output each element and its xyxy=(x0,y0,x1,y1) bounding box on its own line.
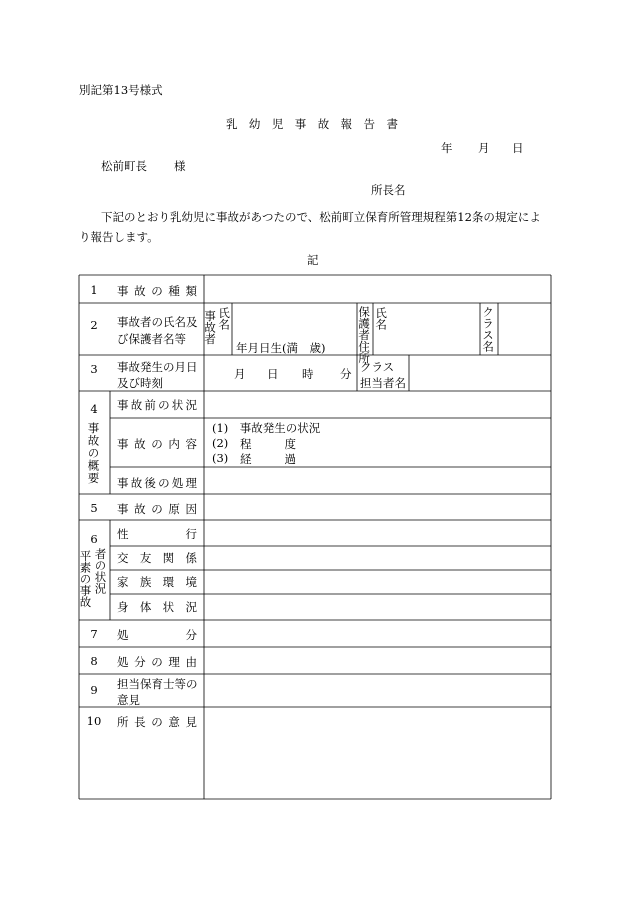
row-8-number: 8 xyxy=(90,654,98,668)
accident-person-label: 事故者 xyxy=(203,310,218,345)
principal-name-label: 所長名 xyxy=(371,183,406,197)
usual-status-vertical-label-1: 平素の事故 xyxy=(78,550,93,608)
row-2-label-line-1: 事故者の氏名及 xyxy=(117,315,198,329)
row-5-number: 5 xyxy=(90,501,98,515)
row-1-number: 1 xyxy=(90,283,98,297)
row-6-number: 6 xyxy=(90,532,98,546)
accident-summary-vertical-label: 事故の概要 xyxy=(86,422,101,485)
row-2-number: 2 xyxy=(90,318,98,332)
body-text-line-1: 下記のとおり乳幼児に事故があつたので、松前町立保育所管理規程第12条の規定によ xyxy=(101,210,541,224)
date-day: 日 xyxy=(512,141,524,155)
document-title: 乳 幼 児 事 故 報 告 書 xyxy=(226,117,398,131)
disposition-reason-label: 処 分 の 理 由 xyxy=(117,655,197,669)
after-accident-label: 事 故 後 の 処 理 xyxy=(117,476,197,490)
row-10-number: 10 xyxy=(86,714,102,728)
content-item-3-number: (3) xyxy=(212,451,229,465)
date-month: 月 xyxy=(478,141,490,155)
row-3-label-line-2: 及び時刻 xyxy=(117,376,163,390)
body-condition-label: 身 体 状 況 xyxy=(117,600,197,614)
birthday-field: 年月日生(満 歳) xyxy=(236,341,326,355)
before-accident-label: 事 故 前 の 状 況 xyxy=(117,398,197,412)
disposition-label: 処 分 xyxy=(117,628,197,642)
teacher-opinion-label-line-1: 担当保育士等の xyxy=(117,677,198,691)
addressee: 松前町長 xyxy=(101,159,147,173)
guardian-address-label: 保護者住所 xyxy=(357,306,372,364)
occurrence-minute: 分 xyxy=(340,367,352,381)
row-3-label-line-1: 事故発生の月日 xyxy=(117,360,198,374)
row-9-number: 9 xyxy=(90,683,98,697)
friends-label: 交 友 関 係 xyxy=(117,551,197,565)
class-name-label: クラス名 xyxy=(481,306,496,352)
behavior-label: 性 行 xyxy=(117,527,197,541)
accident-content-label: 事 故 の 内 容 xyxy=(117,437,197,451)
family-label: 家 族 環 境 xyxy=(117,575,197,589)
content-item-3-label: 経 過 xyxy=(240,452,296,466)
teacher-opinion-label-line-2: 意見 xyxy=(117,693,140,707)
accident-person-name-label: 氏名 xyxy=(217,307,232,330)
occurrence-day: 日 xyxy=(267,367,279,381)
occurrence-month: 月 xyxy=(234,367,246,381)
usual-status-vertical-label-2: 者の状況 xyxy=(93,548,108,594)
body-text-line-2: り報告します。 xyxy=(79,230,159,244)
row-1-label: 事 故 の 種 類 xyxy=(117,284,197,298)
addressee-honorific: 様 xyxy=(174,159,186,173)
row-4-number: 4 xyxy=(90,402,98,416)
form-number: 別記第13号様式 xyxy=(79,83,163,97)
ki-heading: 記 xyxy=(307,253,319,267)
class-teacher-label-line-1: クラス xyxy=(360,360,395,374)
row-3-number: 3 xyxy=(90,362,98,376)
principal-opinion-label: 所 長 の 意 見 xyxy=(117,715,197,729)
row-2-label-line-2: び保護者名等 xyxy=(117,332,186,346)
accident-cause-label: 事 故 の 原 因 xyxy=(117,502,197,516)
date-year: 年 xyxy=(441,141,453,155)
class-teacher-label-line-2: 担当者名 xyxy=(360,376,406,390)
guardian-name-label: 氏名 xyxy=(374,307,389,330)
occurrence-hour: 時 xyxy=(302,367,314,381)
content-item-1: (1) 事故発生の状況 xyxy=(212,421,321,435)
content-item-2-label: 程 度 xyxy=(240,437,296,451)
content-item-2-number: (2) xyxy=(212,436,229,450)
row-7-number: 7 xyxy=(90,627,98,641)
